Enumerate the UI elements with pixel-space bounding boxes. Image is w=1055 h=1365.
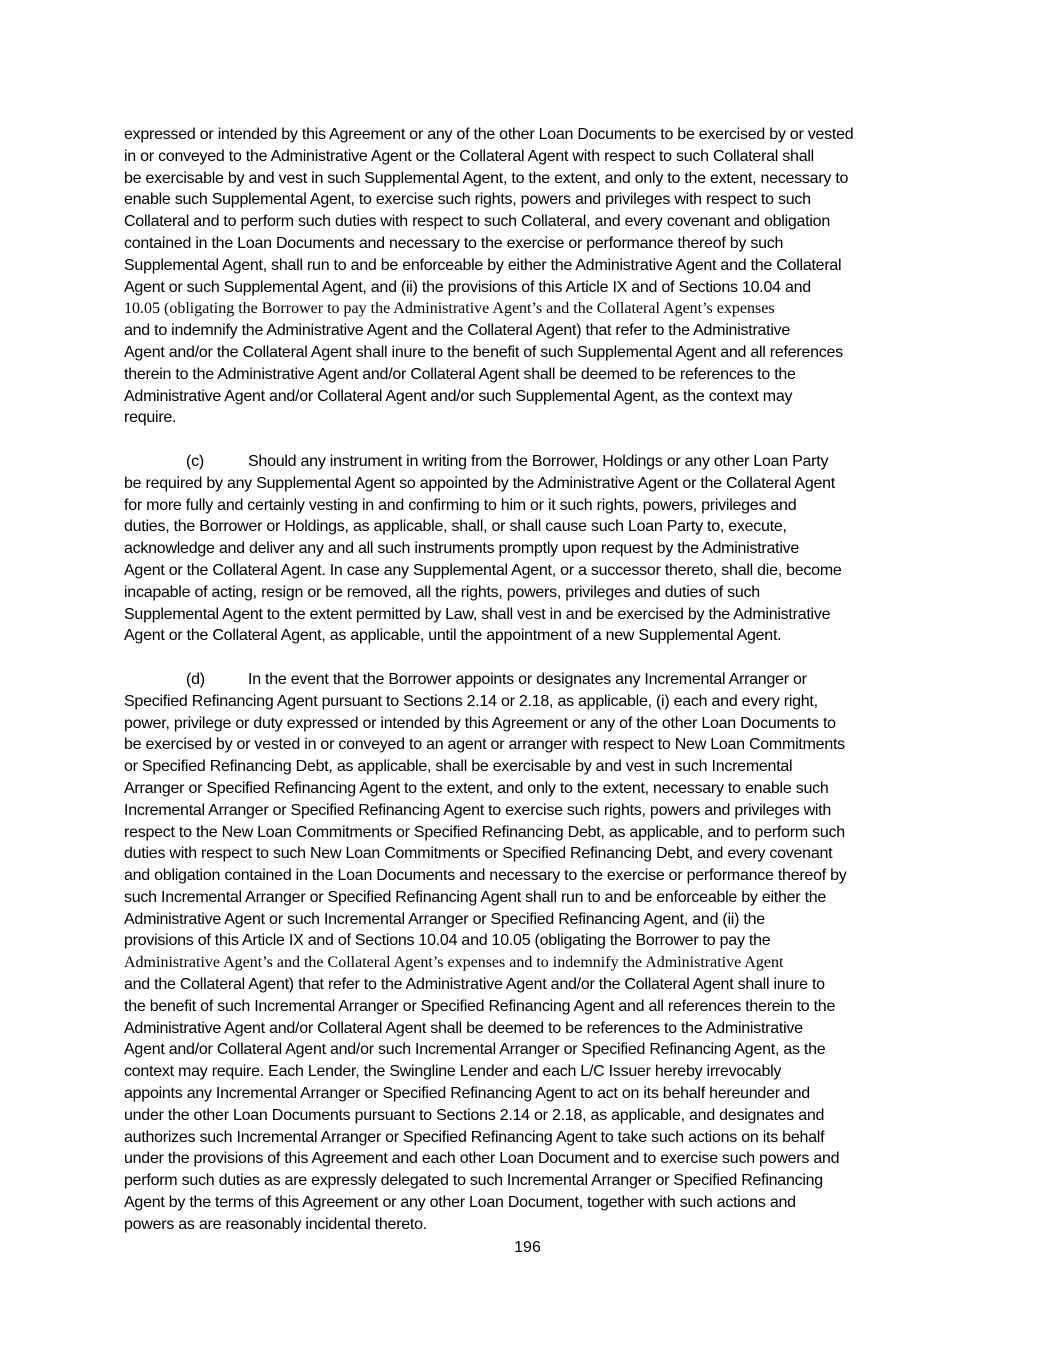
text-line: Agent or the Collateral Agent, as applicable, until the appointment of a new Supplemental Agent. — [124, 627, 782, 645]
text-line: such Incremental Arranger or Specified Refinancing Agent shall run to and be enforceable by either the — [124, 888, 827, 906]
text-line: appoints any Incremental Arranger or Specified Refinancing Agent to act on its behalf hereunder and — [124, 1085, 810, 1103]
text-line: Agent and/or the Collateral Agent shall inure to the benefit of such Supplemental Agent and all references — [124, 343, 843, 361]
text-line: under the other Loan Documents pursuant to Sections 2.14 or 2.18, as applicable, and designates and — [124, 1106, 825, 1124]
text-line: power, privilege or duty expressed or intended by this Agreement or any of the other Loan Documents to — [124, 714, 836, 732]
text-line: respect to the New Loan Commitments or Specified Refinancing Debt, as applicable, and to perform such — [124, 823, 845, 841]
text-line: Administrative Agent or such Incremental Arranger or Specified Refinancing Agent, and (ii) the — [124, 910, 765, 928]
text-line: in or conveyed to the Administrative Agent or the Collateral Agent with respect to such Collateral shall — [124, 147, 814, 165]
text-line: Agent or the Collateral Agent. In case any Supplemental Agent, or a successor thereto, shall die, become — [124, 561, 842, 579]
text-line: expressed or intended by this Agreement or any of the other Loan Documents to be exercised by or vested — [124, 126, 854, 143]
paragraph-continuation — [124, 124, 934, 429]
text-line: and the Collateral Agent) that refer to the Administrative Agent and/or the Collateral Agent shall inure to — [124, 976, 825, 994]
paragraph-d-first-line — [124, 669, 934, 691]
paragraph-label: (d) — [186, 670, 205, 688]
text-line: and to indemnify the Administrative Agent and the Collateral Agent) that refer to the Administrative — [124, 322, 791, 340]
text-line: enable such Supplemental Agent, to exercise such rights, powers and privileges with respect to such — [124, 191, 811, 209]
text-line: therein to the Administrative Agent and/or Collateral Agent shall be deemed to be references to the — [124, 365, 796, 383]
text-line: Administrative Agent’s and the Collateral Agent’s expenses and to indemnify the Administrative Agent — [124, 954, 784, 972]
text-line: under the provisions of this Agreement and each other Loan Document and to exercise such powers and — [124, 1150, 840, 1168]
text-line: Agent and/or Collateral Agent and/or such Incremental Arranger or Specified Refinancing Agent, as the — [124, 1041, 826, 1059]
text-line: incapable of acting, resign or be removed, all the rights, powers, privileges and duties of such — [124, 583, 760, 601]
text-line: Incremental Arranger or Specified Refinancing Agent to exercise such rights, powers and privileges with — [124, 801, 832, 819]
text-line: for more fully and certainly vesting in and confirming to him or it such rights, powers, privileges and — [124, 496, 797, 514]
text-line: Administrative Agent and/or Collateral Agent shall be deemed to be references to the Administrative — [124, 1019, 803, 1037]
paragraph-c-first-line — [124, 451, 934, 473]
text-line: 10.05 (obligating the Borrower to pay the Administrative Agent’s and the Collateral Agent’s expenses — [124, 300, 775, 318]
text-line: Supplemental Agent to the extent permitted by Law, shall vest in and be exercised by the Administrative — [124, 605, 831, 623]
text-line: require. — [124, 409, 177, 427]
page-number: 196 — [514, 1239, 541, 1256]
text-line: provisions of this Article IX and of Sections 10.04 and 10.05 (obligating the Borrower to pay the — [124, 932, 771, 950]
text-line: be exercised by or vested in or conveyed to an agent or arranger with respect to New Loan Commitments — [124, 736, 845, 754]
text-line: be exercisable by and vest in such Supplemental Agent, to the extent, and only to the extent, necessary to — [124, 169, 849, 187]
text-line: and obligation contained in the Loan Documents and necessary to the exercise or performance thereof by — [124, 867, 847, 885]
text-line: Agent by the terms of this Agreement or any other Loan Document, together with such actions and — [124, 1194, 796, 1212]
text-line: Collateral and to perform such duties with respect to such Collateral, and every covenant and obligation — [124, 213, 830, 231]
text-line: acknowledge and deliver any and all such instruments promptly upon request by the Administrative — [124, 540, 800, 558]
text-line: duties with respect to such New Loan Commitments or Specified Refinancing Debt, and every covenant — [124, 845, 833, 863]
text-line: or Specified Refinancing Debt, as applicable, shall be exercisable by and vest in such Incremental — [124, 758, 793, 776]
paragraph-d — [124, 669, 934, 1236]
text-line: powers as are reasonably incidental thereto. — [124, 1215, 427, 1233]
text-line: Agent or such Supplemental Agent, and (ii) the provisions of this Article IX and of Sections 10.04 and — [124, 278, 811, 296]
text-line: authorizes such Incremental Arranger or Specified Refinancing Agent to take such actions on its behalf — [124, 1128, 825, 1146]
text-line: Administrative Agent and/or Collateral Agent and/or such Supplemental Agent, as the context may — [124, 387, 793, 405]
document-body — [124, 124, 934, 1236]
text-line: Arranger or Specified Refinancing Agent to the extent, and only to the extent, necessary to enable such — [124, 779, 829, 797]
text-line: Should any instrument in writing from the Borrower, Holdings or any other Loan Party — [248, 452, 829, 470]
text-line: Specified Refinancing Agent pursuant to Sections 2.14 or 2.18, as applicable, (i) each and every right, — [124, 692, 818, 710]
text-line: perform such duties as are expressly delegated to such Incremental Arranger or Specified Refinancing — [124, 1172, 823, 1190]
paragraph-c — [124, 451, 934, 647]
text-line: the benefit of such Incremental Arranger or Specified Refinancing Agent and all references therein to the — [124, 997, 836, 1015]
text-line: contained in the Loan Documents and necessary to the exercise or performance thereof by such — [124, 234, 784, 252]
text-line: duties, the Borrower or Holdings, as applicable, shall, or shall cause such Loan Party to, execute, — [124, 518, 787, 536]
text-line: be required by any Supplemental Agent so appointed by the Administrative Agent or the Collateral Agent — [124, 474, 835, 492]
text-line: In the event that the Borrower appoints or designates any Incremental Arranger or — [248, 670, 807, 688]
paragraph-label: (c) — [186, 452, 204, 470]
text-line: context may require. Each Lender, the Swingline Lender and each L/C Issuer hereby irrevocably — [124, 1063, 782, 1081]
text-line: Supplemental Agent, shall run to and be enforceable by either the Administrative Agent and the Collateral — [124, 256, 842, 274]
